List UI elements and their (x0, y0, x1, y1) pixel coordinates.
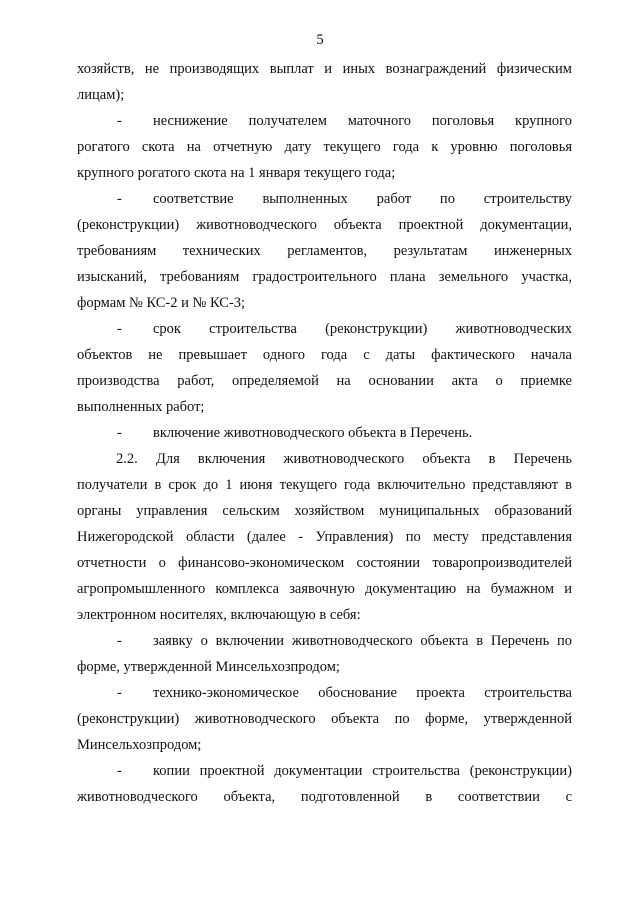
text-line: крупного рогатого скота на 1 января текущего года; (77, 165, 396, 181)
text-line: формам № КС-2 и № КС-3; (77, 295, 246, 311)
text-line: (реконструкции) животноводческого объекта по форме, утвержденной (77, 711, 572, 727)
text-line: заявку о включении животноводческого объекта в Перечень по (153, 633, 572, 649)
text-line: срок строительства (реконструкции) животноводческих (153, 321, 572, 337)
text-line: животноводческого объекта, подготовленной в соответствии с (77, 789, 572, 805)
list-dash: - (117, 425, 122, 441)
text-line: хозяйств, не производящих выплат и иных вознаграждений физическим (77, 61, 572, 77)
list-dash: - (117, 321, 122, 337)
text-line: включение животноводческого объекта в Перечень. (153, 425, 473, 441)
text-line: изысканий, требованиям градостроительного плана земельного участка, (77, 269, 572, 285)
list-dash: - (117, 763, 122, 779)
text-line: отчетности о финансово-экономическом состоянии товаропроизводителей (77, 555, 572, 571)
text-line: неснижение получателем маточного поголовья крупного (153, 113, 572, 129)
list-dash: - (117, 191, 122, 207)
text-line: технико-экономическое обоснование проекта строительства (153, 685, 572, 701)
page-number: 5 (316, 32, 324, 48)
text-line: копии проектной документации строительства (реконструкции) (153, 763, 572, 779)
text-line: 2.2. Для включения животноводческого объекта в Перечень (116, 451, 572, 467)
text-line: органы управления сельским хозяйством муниципальных образований (77, 503, 572, 519)
text-line: (реконструкции) животноводческого объекта проектной документации, (77, 217, 572, 233)
text-line: лицам); (77, 87, 125, 103)
text-line: электронном носителях, включающую в себя: (77, 607, 361, 623)
text-line: агропромышленного комплекса заявочную документацию на бумажном и (77, 581, 572, 597)
text-line: форме, утвержденной Минсельхозпродом; (77, 659, 340, 675)
list-dash: - (117, 113, 122, 129)
text-line: соответствие выполненных работ по строительству (153, 191, 572, 207)
text-line: рогатого скота на отчетную дату текущего года к уровню поголовья (77, 139, 572, 155)
text-line: производства работ, определяемой на основании акта о приемке (77, 373, 572, 389)
text-line: требованиям технических регламентов, результатам инженерных (77, 243, 572, 259)
text-line: Нижегородской области (далее - Управления) по месту представления (77, 529, 572, 545)
list-dash: - (117, 685, 122, 701)
text-line: выполненных работ; (77, 399, 205, 415)
text-line: получатели в срок до 1 июня текущего года включительно представляют в (77, 477, 572, 493)
text-line: Минсельхозпродом; (77, 737, 202, 753)
list-dash: - (117, 633, 122, 649)
text-line: объектов не превышает одного года с даты фактического начала (77, 347, 572, 363)
